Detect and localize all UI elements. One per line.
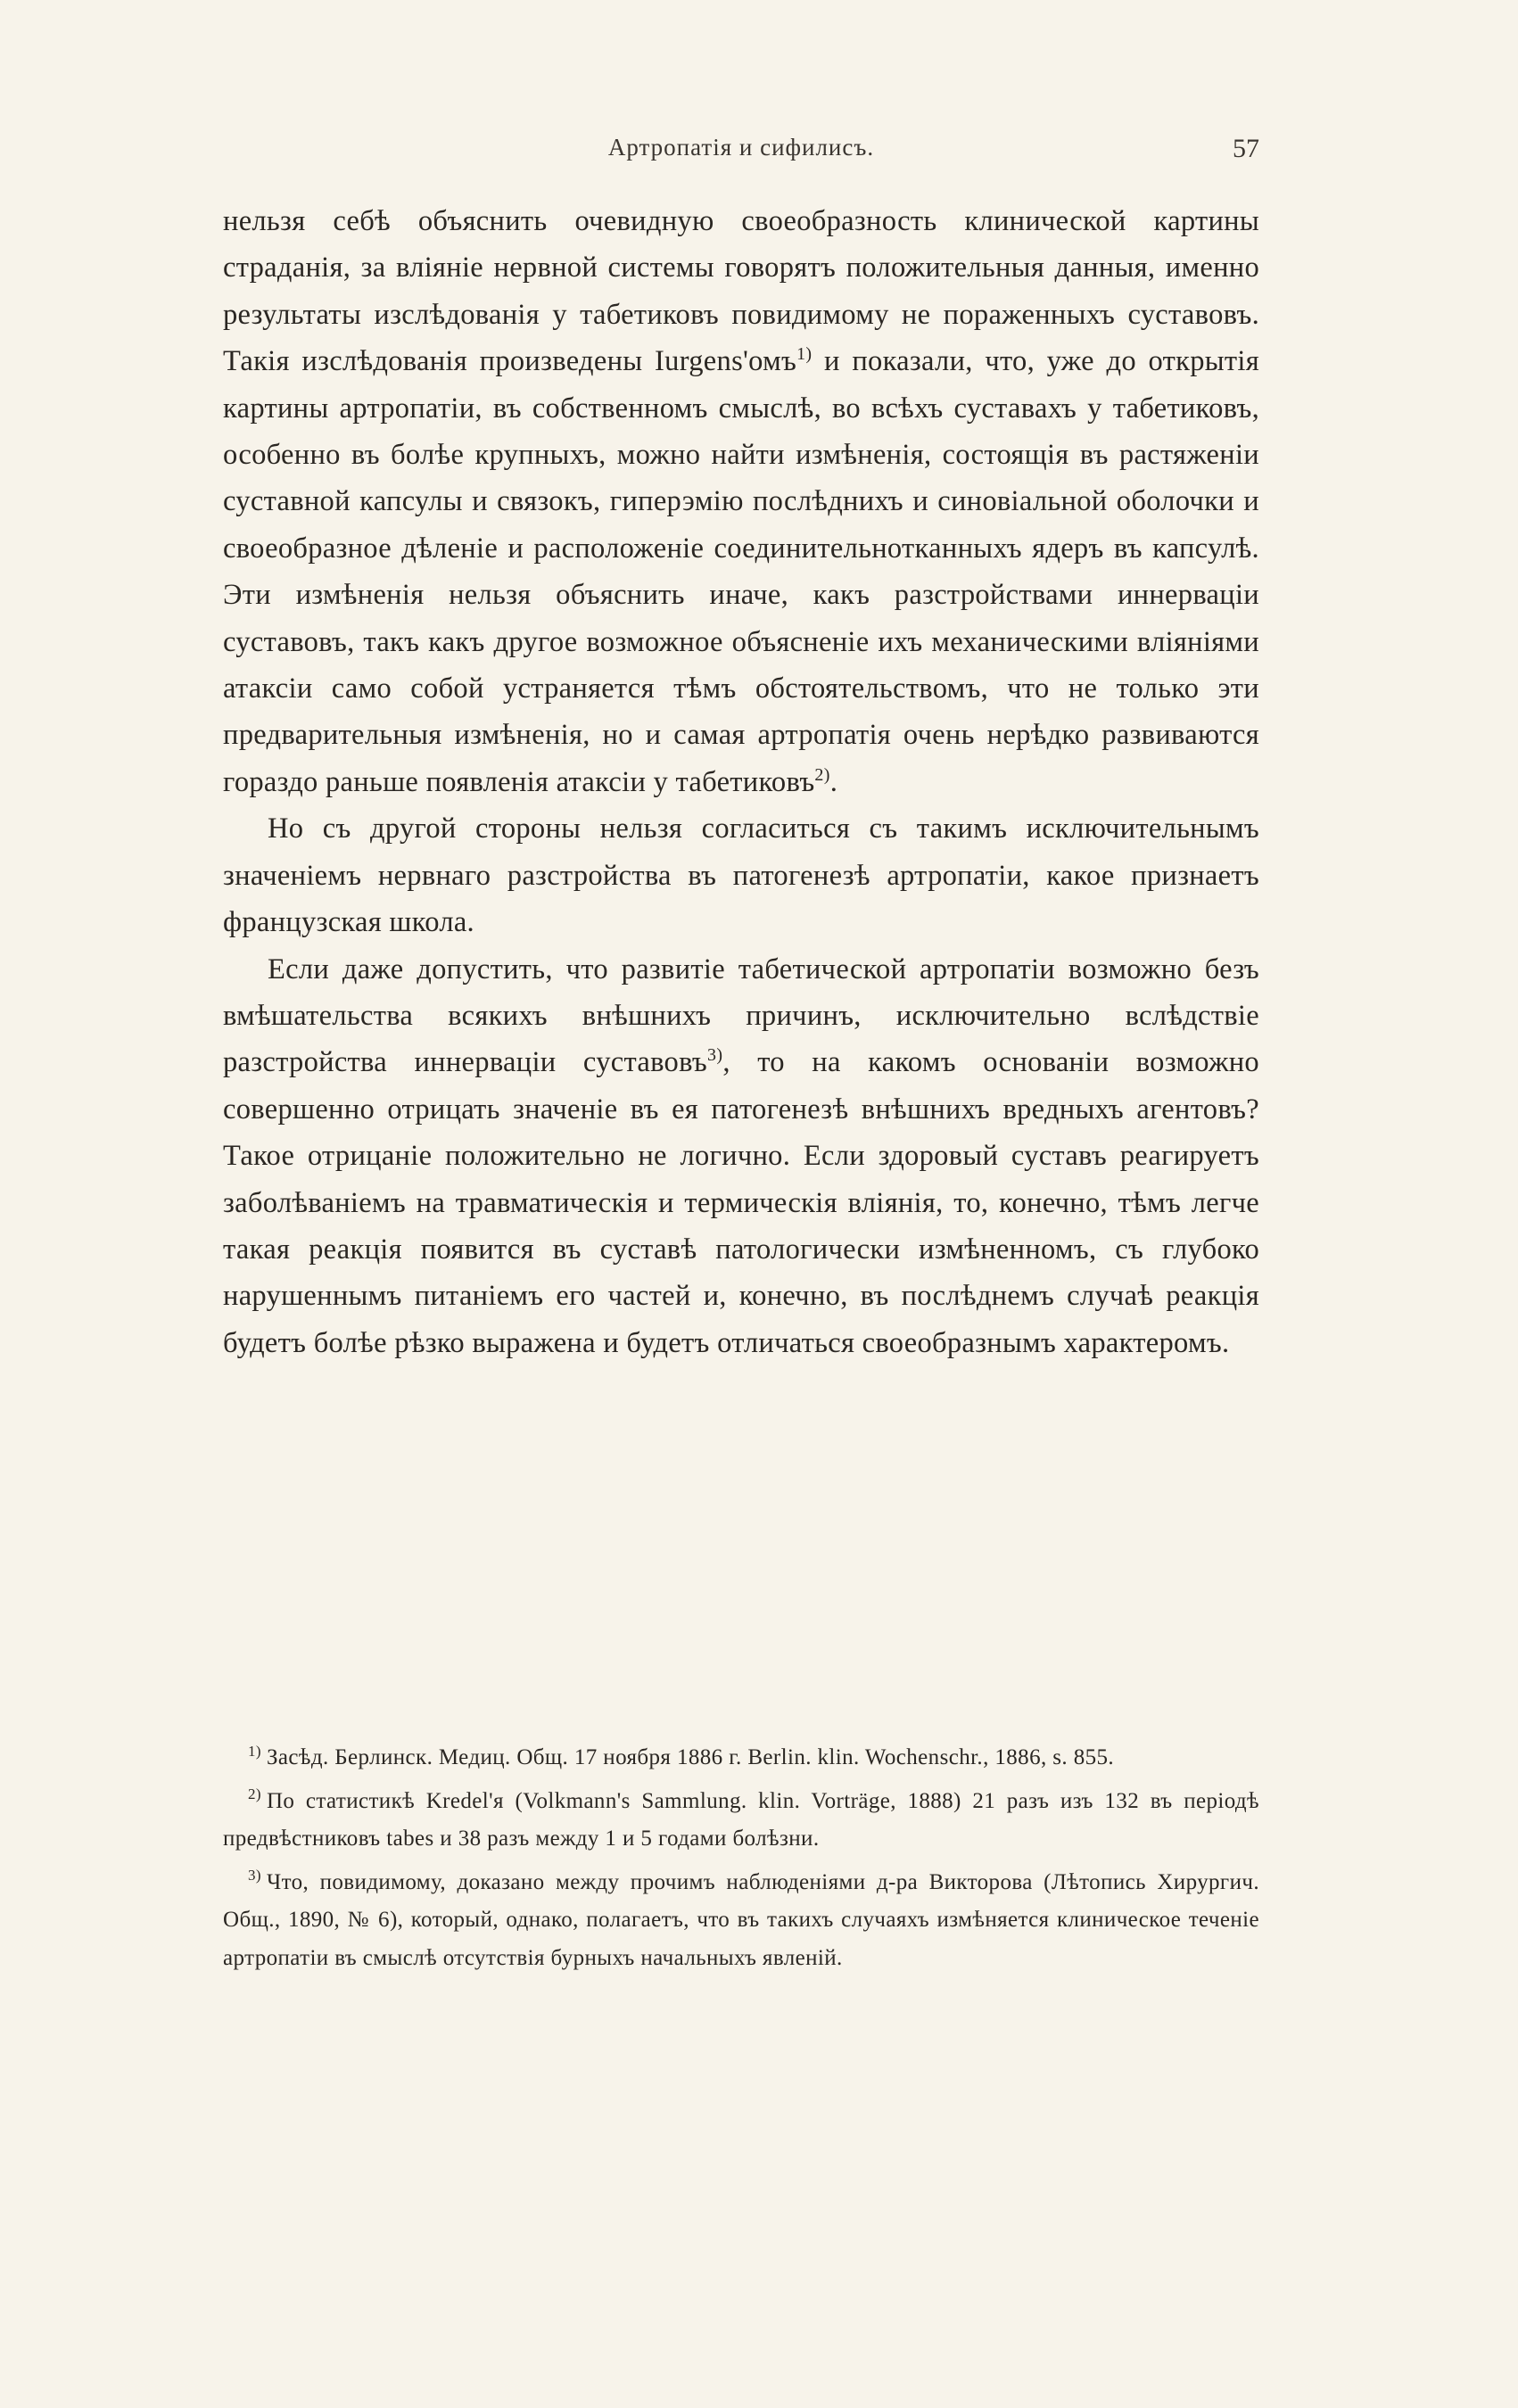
footnote-ref-3: 3) <box>707 1045 723 1066</box>
running-title: Артропатія и сифилисъ. <box>607 134 875 161</box>
paragraph-2: Но съ другой стороны нельзя согласиться съ такимъ исключительнымъ значеніемъ нервнаго разстройства въ патогенезѣ артропатіи, какое признаетъ французская школа. <box>223 812 1259 939</box>
footnote-mark: 2) <box>248 1785 261 1803</box>
main-text <box>223 198 1259 1366</box>
footnote-ref-2: 2) <box>814 765 830 786</box>
footnote-text: Что, повидимому, доказано между прочимъ наблюденіями д-ра Викторова (Лѣтопись Хирургич. Общ., 1890, № 6), который, однако, полагаетъ, что въ такихъ случаяхъ измѣняется клиническое теченіе артропатіи въ смыслѣ отсутствія бурныхъ начальныхъ явленій. <box>223 1869 1259 1970</box>
paragraph-text: Если даже допустить, что развитіе табетической артропатіи возможно безъ вмѣшательства всякихъ внѣшнихъ причинъ, исключительно вслѣдствіе разстройства иннерваціи суставовъ <box>223 952 1259 1079</box>
footnote-1 <box>223 1739 1259 1777</box>
paragraph-text: . <box>829 765 838 798</box>
footnote-mark: 1) <box>248 1742 261 1760</box>
paragraph-text: нельзя себѣ объяснить очевидную своеобразность клинической картины страданія, за вліяніе нервной системы говорятъ положительныя данныя, именно результаты изслѣдованія у табетиковъ повидимому не пораженныхъ суставовъ. Такія изслѣдованія произведены Iurgens'омъ <box>223 205 1259 378</box>
page-number: 57 <box>1233 134 1259 163</box>
footnote-text: Засѣд. Берлинск. Медиц. Общ. 17 ноября 1886 г. Berlin. klin. Wochenschr., 1886, s. 855. <box>266 1745 1115 1769</box>
page-header <box>223 134 1259 173</box>
paragraph-1 <box>223 198 1259 805</box>
paragraph-3 <box>223 946 1259 1367</box>
footnote-text: По статистикѣ Kredel'я (Volkmann's Sammlung. klin. Vorträge, 1888) 21 разъ изъ 132 въ періодѣ предвѣстниковъ tabes и 38 разъ между 1 и 5 годами болѣзни. <box>223 1788 1259 1851</box>
footnote-3 <box>223 1864 1259 1978</box>
footnotes <box>223 1739 1259 1983</box>
footnote-mark: 3) <box>248 1867 261 1884</box>
paragraph-text: и показали, что, уже до открытія картины артропатіи, въ собственномъ смыслѣ, во всѣхъ суставахъ у табетиковъ, особенно въ болѣе крупныхъ, можно найти измѣненія, состоящія въ растяженіи суставной капсулы и связокъ, гиперэмію послѣднихъ и синовіальной оболочки и своеобразное дѣленіе и расположеніе соединительнотканныхъ ядеръ въ капсулѣ. Эти измѣненія нельзя объяснить иначе, какъ разстройствами иннерваціи суставовъ, такъ какъ другое возможное объясненіе ихъ механическими вліяніями атаксіи само собой устраняется тѣмъ обстоятельствомъ, что не только эти предварительныя измѣненія, но и самая артропатія очень нерѣдко развиваются гораздо раньше появленія атаксіи у табетиковъ <box>223 345 1259 798</box>
footnote-ref-1: 1) <box>796 344 813 365</box>
paragraph-text: , то на какомъ основаніи возможно совершенно отрицать значеніе въ ея патогенезѣ внѣшнихъ вредныхъ агентовъ? Такое отрицаніе положительно не логично. Если здоровый суставъ реагируетъ заболѣваніемъ на травматическія и термическія вліянія, то, конечно, тѣмъ легче такая реакція появится въ суставѣ патологически измѣненномъ, съ глубоко нарушеннымъ питаніемъ его частей и, конечно, въ послѣднемъ случаѣ реакція будетъ болѣе рѣзко выражена и будетъ отличаться своеобразнымъ характеромъ. <box>223 1046 1259 1359</box>
footnote-2 <box>223 1783 1259 1859</box>
